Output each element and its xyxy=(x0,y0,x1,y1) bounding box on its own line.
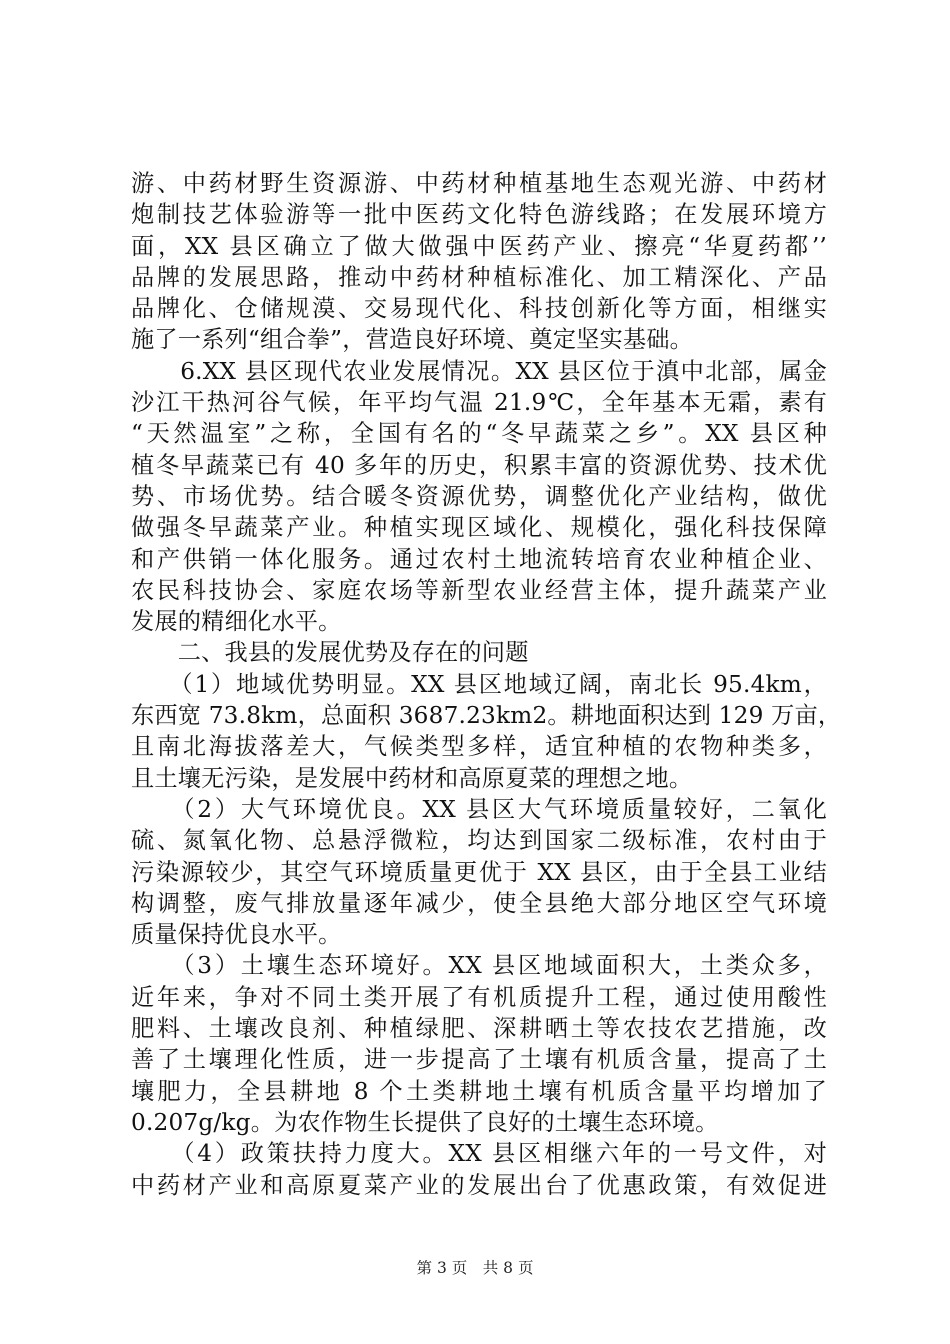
text-line: 壤肥力，全县耕地 8 个土类耕地土壤有机质含量平均增加了 xyxy=(131,1077,827,1105)
text-line: 善了土壤理化性质，进一步提高了土壤有机质含量，提高了土 xyxy=(131,1046,827,1074)
text-line: 0.207g/kg。为农作物生长提供了良好的土壤生态环境。 xyxy=(131,1108,719,1136)
text-line: 硫、氮氧化物、总悬浮微粒，均达到国家二级标准，农村由于 xyxy=(131,827,827,855)
text-line: 污染源较少，其空气环境质量更优于 XX 县区，由于全县工业结 xyxy=(131,858,827,886)
text-line: 农民科技协会、家庭农场等新型农业经营主体，提升蔬菜产业 xyxy=(131,576,827,604)
text-line: 游、中药材野生资源游、中药材种植基地生态观光游、中药材 xyxy=(131,170,827,197)
text-line: 发展的精细化水平。 xyxy=(131,608,342,636)
text-line: 施了一系列“组合拳”，营造良好环境、奠定坚实基础。 xyxy=(131,326,694,354)
text-line: 构调整，废气排放量逐年减少，使全县绝大部分地区空气环境 xyxy=(131,889,827,917)
text-line: 品牌的发展思路，推动中药材种植标准化、加工精深化、产品 xyxy=(131,263,827,291)
text-line: 且土壤无污染，是发展中药材和高原夏菜的理想之地。 xyxy=(131,764,693,792)
document-body xyxy=(131,168,842,1201)
text-line: 和产供销一体化服务。通过农村土地流转培育农业种植企业、 xyxy=(131,545,827,573)
page-footer: 第 3 页 共 8 页 xyxy=(416,1259,534,1277)
text-line: 中药材产业和高原夏菜产业的发展出台了优惠政策，有效促进 xyxy=(131,1171,827,1199)
text-line: “天然温室”之称，全国有名的“冬早蔬菜之乡”。XX 县区种 xyxy=(131,420,827,448)
text-line: （3）土壤生态环境好。XX 县区地域面积大，土类众多， xyxy=(131,952,827,980)
text-line: 面，XX 县区确立了做大做强中医药产业、擦亮“华夏药都’’ xyxy=(131,232,827,260)
text-line: 肥料、土壤改良剂、种植绿肥、深耕晒土等农技农艺措施，改 xyxy=(131,1015,827,1043)
text-line: （4）政策扶持力度大。XX 县区相继六年的一号文件，对 xyxy=(131,1140,827,1168)
text-line: 近年来，争对不同土类开展了有机质提升工程，通过使用酸性 xyxy=(131,983,827,1011)
text-line: 植冬早蔬菜已有 40 多年的历史，积累丰富的资源优势、技术优 xyxy=(131,451,827,479)
text-line: 东西宽 73.8km，总面积 3687.23km2。耕地面积达到 129 万亩， xyxy=(131,702,842,730)
text-line: 品牌化、仓储规漠、交易现代化、科技创新化等方面，相继实 xyxy=(131,295,827,323)
text-line: （1）地域优势明显。XX 县区地域辽阔，南北长 95.4km， xyxy=(131,670,827,698)
text-line: 炮制技艺体验游等一批中医药文化特色游线路；在发展环境方 xyxy=(131,201,827,229)
text-line: 做强冬早蔬菜产业。种植实现区域化、规模化，强化科技保障 xyxy=(131,514,827,542)
text-line: 且南北海拔落差大，气候类型多样，适宜种植的农物种类多， xyxy=(131,733,827,761)
text-line: 质量保持优良水平。 xyxy=(131,921,342,949)
text-line: 6.XX 县区现代农业发展情况。XX 县区位于滇中北部，属金 xyxy=(131,357,827,385)
section-heading: 二、我县的发展优势及存在的问题 xyxy=(131,639,529,667)
text-line: 沙江干热河谷气候，年平均气温 21.9℃，全年基本无霜，素有 xyxy=(131,389,827,417)
text-line: （2）大气环境优良。XX 县区大气环境质量较好，二氧化 xyxy=(131,795,827,823)
text-line: 势、市场优势。结合暖冬资源优势，调整优化产业结构，做优 xyxy=(131,482,827,510)
